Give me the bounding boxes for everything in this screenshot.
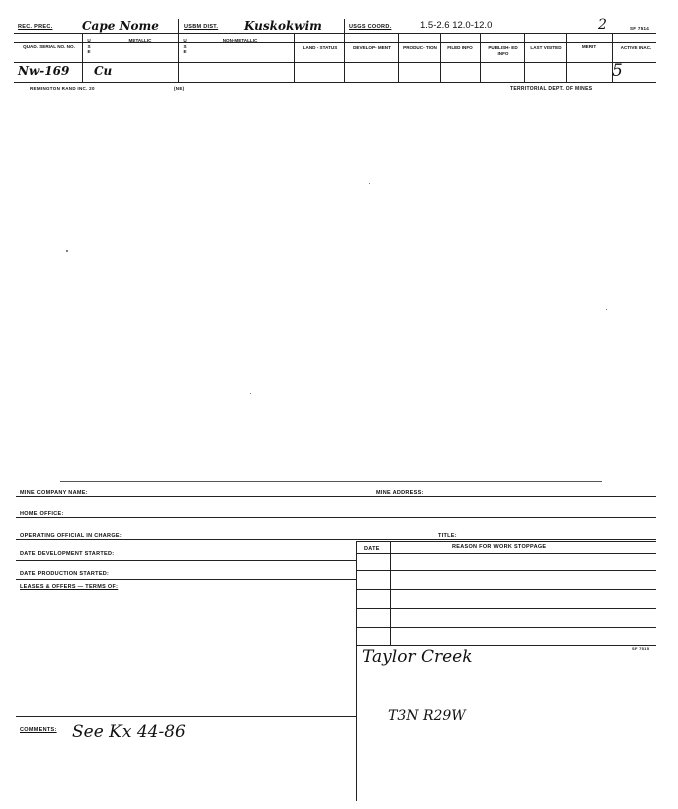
- col-production: PRODUC- TION: [403, 45, 437, 50]
- divider: [294, 33, 295, 82]
- page-number: 2: [598, 17, 607, 33]
- col-filed-info: FILED INFO: [447, 45, 473, 50]
- scan-speck: [606, 309, 607, 310]
- data-row-bottom-rule: [14, 82, 656, 83]
- usbm-dist-label: USBM DIST.: [184, 24, 219, 30]
- printer-info: REMINGTON RAND INC. 20: [30, 86, 95, 91]
- rec-prec-value: Cape Nome: [82, 19, 159, 33]
- divider: [398, 33, 399, 82]
- date-prod-rule: [16, 579, 356, 580]
- col-development: DEVELOP- MENT: [353, 45, 391, 50]
- department-name: TERRITORIAL DEPT. OF MINES: [510, 86, 593, 92]
- card-top-edge: [60, 481, 602, 482]
- divider: [344, 19, 345, 82]
- date-development-label: DATE DEVELOPMENT STARTED:: [20, 551, 115, 557]
- comments-rule: [16, 716, 356, 717]
- comments-label: COMMENTS:: [20, 727, 57, 733]
- col-last-visited: LAST VISITED: [530, 45, 562, 50]
- home-office-rule: [16, 517, 656, 518]
- handwritten-location: Taylor Creek: [362, 647, 473, 667]
- comments-divider: [356, 645, 357, 801]
- rec-prec-label: REC. PREC.: [18, 24, 53, 30]
- divider: [566, 33, 567, 82]
- col-merit: MERIT: [581, 44, 597, 49]
- scan-speck: [369, 183, 370, 184]
- header-rule: [14, 33, 656, 34]
- divider: [524, 33, 525, 82]
- date-table-left: [356, 541, 357, 645]
- usbm-dist-value: Kuskokwim: [244, 19, 322, 33]
- col-published-info: PUBLISH- ED INFO: [488, 45, 518, 56]
- date-production-label: DATE PRODUCTION STARTED:: [20, 571, 110, 577]
- col-use-2: U S E: [183, 38, 187, 54]
- date-table-top: [356, 541, 656, 542]
- handwritten-township-range: T3N R29W: [388, 708, 466, 724]
- scan-speck: [66, 250, 68, 252]
- column-header-bottom-rule: [14, 62, 656, 63]
- divider: [480, 33, 481, 82]
- serial-number: Nw-169: [18, 64, 70, 78]
- leases-offers-label: LEASES & OFFERS — TERMS OF:: [20, 584, 119, 590]
- usgs-coord-label: USGS COORD.: [349, 24, 392, 30]
- comments-value: See Kx 44-86: [72, 722, 186, 742]
- date-dev-rule: [16, 560, 356, 561]
- date-table-divider: [390, 541, 391, 645]
- metallic-value: Cu: [94, 64, 113, 78]
- stoppage-row: [356, 627, 656, 628]
- col-active-inac: ACTIVE INAC.: [620, 45, 652, 50]
- home-office-label: HOME OFFICE:: [20, 511, 64, 517]
- date-col-label: DATE: [364, 546, 380, 552]
- stoppage-bottom: [356, 645, 656, 646]
- stoppage-row: [356, 589, 656, 590]
- divider: [82, 33, 83, 82]
- scan-speck: [250, 393, 251, 394]
- mine-company-label: MINE COMPANY NAME:: [20, 490, 88, 496]
- reason-work-stoppage-label: REASON FOR WORK STOPPAGE: [452, 544, 547, 550]
- operating-official-rule: [16, 539, 656, 540]
- divider: [440, 33, 441, 82]
- col-land-status: LAND - STATUS: [302, 45, 338, 50]
- usgs-coord-value: 1.5-2.6 12.0-12.0: [420, 20, 493, 31]
- col-use: U S E: [87, 38, 91, 54]
- mine-company-rule: [16, 496, 656, 497]
- title-label: TITLE:: [438, 533, 457, 539]
- form-number-top: SF 7514: [630, 26, 650, 31]
- form-number-bottom: SF 7515: [632, 646, 650, 651]
- printer-code: (NE): [174, 86, 185, 91]
- col-quad-serial: QUAD. SERIAL NO. NO.: [23, 44, 75, 49]
- mine-address-label: MINE ADDRESS:: [376, 490, 424, 496]
- divider: [178, 19, 179, 82]
- col-metallic: METALLIC: [128, 38, 152, 43]
- merit-mark: 5: [612, 61, 623, 81]
- date-table-header-rule: [356, 553, 656, 554]
- stoppage-row: [356, 608, 656, 609]
- stoppage-row: [356, 570, 656, 571]
- col-nonmetallic: NON-METALLIC: [222, 38, 258, 43]
- operating-official-label: OPERATING OFFICIAL IN CHARGE:: [20, 533, 122, 539]
